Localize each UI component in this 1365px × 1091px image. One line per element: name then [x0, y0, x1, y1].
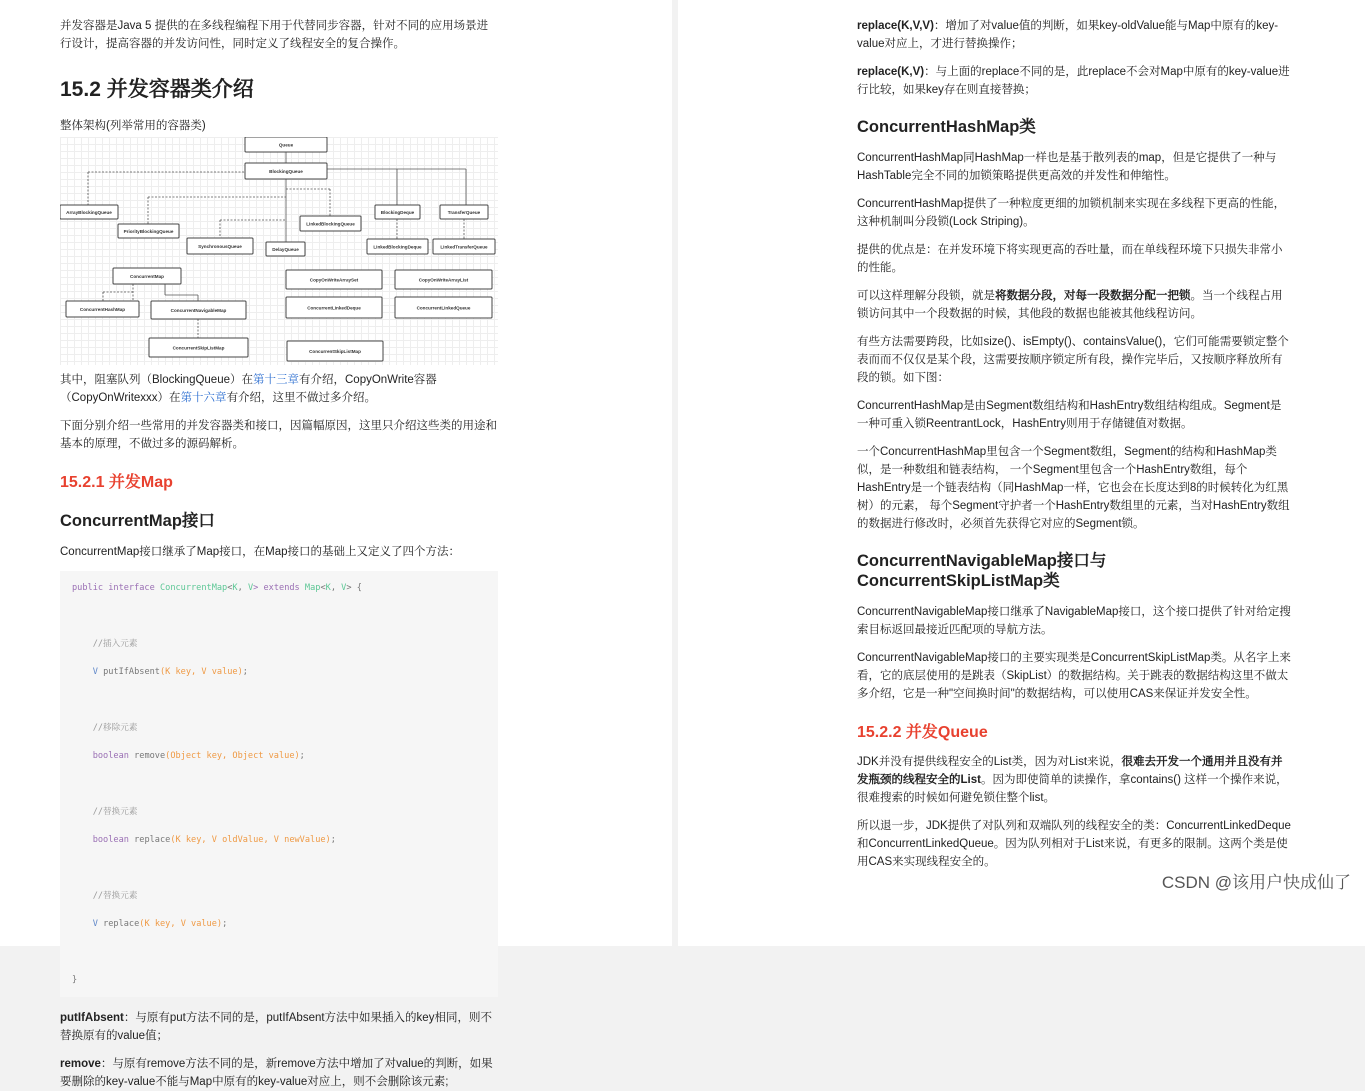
diagram-node-label: PriorityBlockingQueue — [123, 229, 174, 234]
diagram-node-label: ConcurrentHashMap — [79, 307, 126, 312]
paragraph: ConcurrentNavigableMap接口继承了NavigableMap接口，这个接口提供了针对给定搜索目标返回最接近匹配项的导航方法。 — [857, 606, 1291, 636]
code-line: boolean remove(Object key, Object value); — [92, 751, 305, 761]
bold-text: 将数据分段，对每一段数据分配一把锁 — [995, 290, 1191, 302]
code-block — [60, 571, 498, 997]
paragraph — [857, 753, 1291, 807]
diagram-node — [286, 270, 382, 289]
diagram-node-label: ConcurrentNavigableMap — [170, 308, 227, 313]
diagram-node — [266, 242, 305, 256]
watermark: CSDN @该用户快成仙了 — [1161, 873, 1351, 892]
section-title: 15.2 并发容器类介绍 — [60, 78, 254, 101]
chm-title: ConcurrentHashMap类 — [857, 118, 1036, 136]
diagram-node — [149, 338, 248, 357]
right-page — [678, 0, 1365, 946]
cmap-desc: ConcurrentMap接口继承了Map接口，在Map接口的基础上又定义了四个方法： — [60, 546, 460, 558]
code-line: //替换元素 — [92, 891, 138, 901]
text: 。当一个线程占用锁访问其中一个段数据的时候，其他段的数据也能被其他线程访问。 — [857, 290, 1283, 320]
code-line: //插入元素 — [92, 639, 138, 649]
diagram-node-label: DelayQueue — [272, 247, 299, 252]
diagram-node — [287, 341, 383, 361]
paragraph — [857, 287, 1291, 323]
diagram-node-label: LinkedBlockingDeque — [373, 244, 422, 250]
bold-text: 很难去开发一个通用并且没有并发瓶颈的线程安全的List — [857, 756, 1283, 786]
diagram-node-label: ConcurrentLinkedQueue — [416, 305, 471, 311]
title-line: ConcurrentSkipListMap类 — [857, 572, 1060, 590]
code-line: V replace(K key, V value); — [92, 919, 228, 929]
diagram-node-label: BlockingQueue — [269, 169, 303, 174]
diagram-node — [395, 297, 492, 318]
left-page — [0, 0, 672, 1088]
text: ：与原有remove方法不同的是，新remove方法中增加了对value的判断，如果要删除的key-value不能与Map中原有的key-value对应上，则不会删除该元素; — [60, 1058, 493, 1088]
text: ：与上面的replace不同的是，此replace不会对Map中原有的key-value进行比较，如果key存在则直接替换； — [857, 66, 1290, 96]
term: replace(K,V) — [857, 66, 925, 78]
text: 。因为即使简单的读操作，拿contains() 这样一个操作来说，很难搜索的时候如何避免锁住整个list。 — [857, 774, 1288, 804]
diagram-node — [245, 163, 327, 179]
diagram-node — [440, 205, 488, 219]
architecture-diagram — [60, 137, 498, 365]
paragraph: ConcurrentHashMap是由Segment数组结构和HashEntry数组结构组成。Segment是一种可重入锁ReentrantLock，HashEntry则用于存储键值对数据。 — [857, 400, 1282, 430]
term: replace(K,V,V) — [857, 20, 934, 32]
diagram-node-label: LinkedTransferQueue — [440, 244, 488, 250]
refs-paragraph — [60, 371, 498, 407]
code-line: boolean replace(K key, V oldValue, V newValue); — [92, 835, 336, 845]
diagram-node-label: BlockingDeque — [380, 210, 415, 215]
diagram-node — [66, 301, 139, 317]
diagram-node — [113, 268, 181, 284]
term: putIfAbsent — [60, 1012, 124, 1024]
paragraph: ConcurrentNavigableMap接口的主要实现类是ConcurrentSkipListMap类。从名字上来看，它的底层使用的是跳表（SkipList）的数据结构。关于跳表的数据结构这里不做太多介绍，它是一种"空间换时间"的数据结构，可以使用CAS来保证并发安全性。 — [857, 652, 1291, 700]
paragraph: 有些方法需要跨段，比如size()、isEmpty()、containsValue()，它们可能需要锁定整个表而而不仅仅是某个段，这需要按顺序锁定所有段，操作完毕后，又按顺序释放所有段的锁。如下图： — [857, 336, 1289, 384]
diagram-node-label: SynchronousQueue — [198, 244, 242, 249]
diagram-node — [245, 137, 327, 152]
subsection-title: 15.2.1 并发Map — [60, 474, 173, 491]
text: 可以这样理解分段锁，就是 — [857, 290, 995, 302]
diagram-node-label: ConcurrentMap — [130, 274, 164, 279]
replace2-paragraph — [857, 63, 1291, 99]
diagram-node — [187, 238, 253, 254]
code-line: //替换元素 — [92, 807, 138, 817]
text: 其中，阻塞队列（BlockingQueue）在 — [60, 374, 253, 386]
term: remove — [60, 1058, 101, 1070]
paragraph: 一个ConcurrentHashMap里包含一个Segment数组，Segment的结构和HashMap类似，是一种数组和链表结构， 一个Segment里包含一个HashEntry数组，每个HashEntry是一个链表结构（同HashMap一样，它也会在长度达到8的时候转化为红黑树）的元素， 每个Segment守护者一个HashEntry数组里的元素，当对HashEntry数组的数据进行修改时，必须首先获得它对应的Segment锁。 — [857, 446, 1290, 530]
queue-title: 15.2.2 并发Queue — [857, 724, 988, 741]
code-line: V putIfAbsent(K key, V value); — [92, 667, 248, 677]
diagram-node-label: ConcurrentLinkedDeque — [307, 305, 361, 311]
putifabsent-paragraph — [60, 1009, 498, 1045]
chapter-16-link[interactable]: 第十六章 — [180, 392, 227, 404]
diagram-node-label: CopyOnWriteArrayList — [418, 277, 469, 283]
text: ：增加了对value值的判断，如果key-oldValue能与Map中原有的key-value对应上，才进行替换操作； — [857, 20, 1279, 50]
paragraph: ConcurrentHashMap同HashMap一样也是基于散列表的map，但是它提供了一种与HashTable完全不同的加锁策略提供更高效的并发性和伸缩性。 — [857, 152, 1277, 182]
diagram-node-label: LinkedBlockingQueue — [306, 221, 355, 227]
remove-paragraph — [60, 1055, 498, 1091]
text: 有介绍，CopyOnWrite容器（CopyOnWritexxx）在 — [60, 374, 437, 404]
code-line: //移除元素 — [92, 723, 138, 733]
title-line: ConcurrentNavigableMap接口与 — [857, 552, 1107, 570]
paragraph: 提供的优点是：在并发环境下将实现更高的吞吐量，而在单线程环境下只损失非常小的性能。 — [857, 244, 1283, 274]
cmap-title: ConcurrentMap接口 — [60, 512, 215, 530]
replace3-paragraph — [857, 17, 1291, 53]
diagram-node — [375, 205, 420, 219]
code-line: } — [72, 975, 78, 985]
text: 有介绍，这里不做过多介绍。 — [226, 392, 377, 404]
diagram-node — [300, 216, 361, 231]
diagram-node-label: Queue — [278, 142, 294, 148]
diagram-node-label: ArrayBlockingQueue — [66, 210, 112, 215]
diagram-node — [118, 224, 179, 238]
diagram-node — [433, 239, 495, 254]
diagram-node — [367, 239, 428, 254]
diagram-node — [286, 297, 382, 318]
diagram-node-label: ConcurrentSkipListMap — [172, 345, 225, 351]
intro-paragraph: 并发容器是Java 5 提供的在多线程编程下用于代替同步容器，针对不同的应用场景进行设计，提高容器的并发访问性，同时定义了线程安全的复合操作。 — [60, 20, 489, 50]
code-line: public interface ConcurrentMap<K, V> extends Map<K, V> { — [72, 583, 362, 593]
paragraph: ConcurrentHashMap提供了一种粒度更细的加锁机制来实现在多线程下更高的性能，这种机制叫分段锁(Lock Striping)。 — [857, 198, 1286, 228]
text: ：与原有put方法不同的是，putIfAbsent方法中如果插入的key相同，则不替换原有的value值； — [60, 1012, 492, 1042]
text: JDK并没有提供线程安全的List类，因为对List来说， — [857, 756, 1122, 768]
cnm-title — [857, 551, 1291, 591]
diagram-node — [395, 270, 492, 289]
below-paragraph: 下面分别介绍一些常用的并发容器类和接口，因篇幅原因，这里只介绍这些类的用途和基本的原理，不做过多的源码解析。 — [60, 420, 497, 450]
diagram-node — [151, 301, 246, 319]
chapter-13-link[interactable]: 第十三章 — [253, 374, 299, 386]
diagram-node-label: ConcurrentSkipListMap — [309, 349, 361, 354]
diagram-svg — [60, 137, 496, 365]
paragraph: 所以退一步，JDK提供了对队列和双端队列的线程安全的类：ConcurrentLinkedDeque和ConcurrentLinkedQueue。因为队列相对于List来说，有更多的限制。这两个类是使用CAS来实现线程安全的。 — [857, 820, 1291, 868]
diagram-node-label: CopyOnWriteArraySet — [309, 277, 359, 283]
diagram-node-label: TransferQueue — [447, 210, 481, 215]
arch-caption: 整体架构(列举常用的容器类) — [60, 120, 206, 132]
diagram-node — [60, 205, 118, 219]
